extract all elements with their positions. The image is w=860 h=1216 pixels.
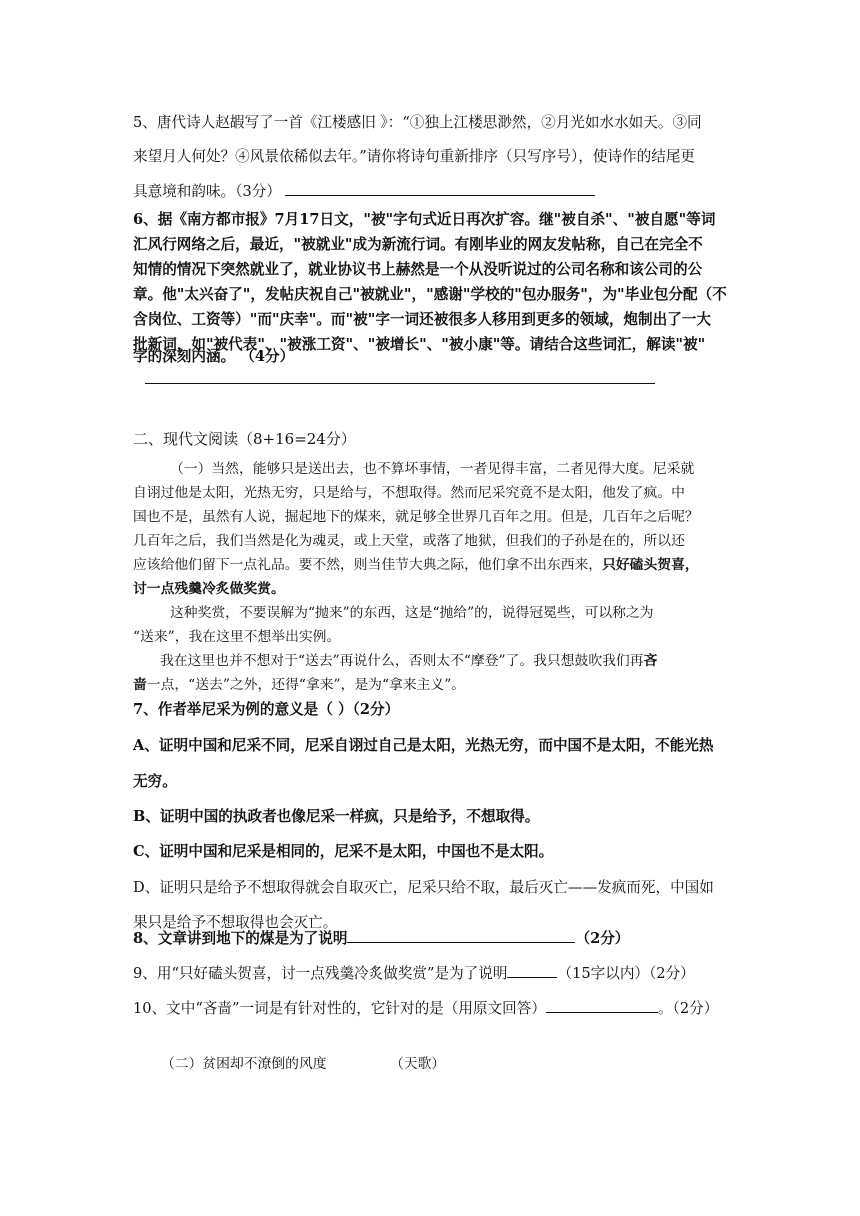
passage1-keyword-se: 啬 [133, 677, 147, 693]
q6-line-6: 批新词，如"被代表"、"被涨工资"、"被增长"、"被小康"等。请结合这些词汇，解读"被" [133, 336, 706, 353]
q7-stem: 7、作者举尼采为例的意义是（ ）（2分） [133, 701, 400, 718]
q6-line-2: 汇风行网络之后，最近，"被就业"成为新流行词。有刚毕业的网友发帖称，自己在完全不 [133, 236, 703, 253]
q6-line-3: 知情的情况下突然就业了，就业协议书上赫然是一个从没听说过的公司名称和该公司的公 [133, 261, 703, 278]
q6-line-4: 章。他"太兴奋了"，发帖庆祝自己"被就业"，"感谢"学校的"包办服务"，为"毕业包分配（不 [133, 286, 727, 303]
passage2-author: （天歌） [390, 1056, 446, 1072]
q6-line-5: 含岗位、工资等）"而"庆幸"。而"被"字一词还被很多人移用到更多的领域，炮制出了一大 [133, 311, 711, 328]
passage1-p1-line-1: （一）当然，能够只是送出去，也不算坏事情，一者见得丰富，二者见得大度。尼采就 [170, 461, 695, 477]
q7-option-d-line-1[interactable]: D、证明只是给予不想取得就会自取灭亡，尼采只给不取，最后灭亡——发疯而死，中国如 [133, 879, 714, 896]
passage2-title: （二）贫困却不潦倒的风度 [161, 1056, 327, 1072]
q9-answer-blank[interactable] [507, 963, 557, 978]
passage1-p1-line-4: 几百年之后，我们当然是化为魂灵，或上天堂，或落了地狱，但我们的子孙是在的，所以还 [133, 533, 685, 549]
q5-line-1: 5、唐代诗人赵嘏写了一首《江楼感旧 》：“①独上江楼思渺然，②月光如水水如天。③同 [133, 114, 702, 131]
q5-line-2: 来望月人何处？④风景依稀似去年。”请你将诗句重新排序（只写序号），使诗作的结尾更 [133, 148, 696, 165]
q8-answer-blank[interactable] [347, 928, 575, 943]
q8-score: （2分） [575, 930, 630, 947]
q6-line-1: 6、据《南方都市报》7月17日文，"被"字句式近日再次扩容。继"被自杀"、"被自愿"等词 [133, 211, 716, 228]
q7-option-a-line-1[interactable]: A、证明中国和尼采不同，尼采自诩过自己是太阳，光热无穷，而中国不是太阳，不能光热 [133, 737, 714, 754]
q9-line [133, 962, 695, 983]
q6-answer-line[interactable] [145, 383, 655, 384]
q9-text: 9、用“只好磕头贺喜，讨一点残羹冷炙做奖赏”是为了说明 [133, 965, 508, 982]
passage1-emphasis-1: 只好磕头贺喜， [602, 557, 699, 573]
passage1-p3-line-1 [160, 649, 657, 669]
q7-option-b[interactable]: B、证明中国的执政者也像尼采一样疯，只是给予，不想取得。 [133, 808, 540, 825]
passage1-p2-line-2: “送来”，我在这里不想举出实例。 [133, 629, 341, 645]
passage1-p1-line-2: 自诩过他是太阳，光热无穷，只是给与，不想取得。然而尼采究竟不是太阳，他发了疯。中 [133, 485, 685, 501]
q10-text: 10、文中“吝啬”一词是有针对性的，它针对的是（用原文回答） [133, 1000, 546, 1017]
passage1-p2-line-1: 这种奖赏，不要误解为“抛来”的东西，这是“抛给”的，说得冠冕些，可以称之为 [170, 605, 654, 621]
q10-score: 。（2分） [657, 1000, 719, 1017]
q8-line [133, 927, 629, 948]
q10-answer-blank[interactable] [546, 998, 658, 1013]
passage1-p3-line-2 [133, 673, 465, 693]
passage1-keyword-lin: 吝 [643, 653, 658, 669]
q5-answer-blank[interactable] [285, 181, 595, 196]
q7-option-a-line-2: 无穷。 [133, 773, 177, 790]
q6-line-7: 字的深刻内涵。 （4分） [133, 348, 295, 365]
passage1-p3-line-1-text: 我在这里也并不想对于“送去”再说什么，否则太不“摩登”了。我只想鼓吹我们再 [160, 653, 644, 669]
passage1-p3-line-2-text: 一点，“送去”之外，还得“拿来”，是为“拿来主义”。 [146, 677, 466, 693]
passage1-p1-line-5-text: 应该给他们留下一点礼品。要不然，则当佳节大典之际，他们拿不出东西来， [133, 557, 603, 573]
q7-option-c[interactable]: C、证明中国和尼采是相同的，尼采不是太阳，中国也不是太阳。 [133, 843, 554, 860]
q9-score: （15字以内）（2分） [557, 965, 695, 982]
q8-text: 8、文章讲到地下的煤是为了说明 [133, 930, 348, 947]
q5-line-3 [133, 180, 595, 201]
q10-line [133, 997, 718, 1018]
q7-option-d-line-2: 果只是给予不想取得也会灭亡。 [133, 914, 338, 931]
passage1-p1-line-3: 国也不是，虽然有人说，掘起地下的煤来，就足够全世界几百年之用。但是，几百年之后呢？ [133, 509, 699, 525]
section-2-heading: 二、现代文阅读（8+16=24分） [133, 430, 356, 448]
passage1-p1-line-6: 讨一点残羹冷炙做奖赏。 [133, 581, 285, 597]
passage1-p1-line-5 [133, 553, 699, 573]
q5-line-3-text: 具意境和韵味。（3分） [133, 183, 281, 200]
